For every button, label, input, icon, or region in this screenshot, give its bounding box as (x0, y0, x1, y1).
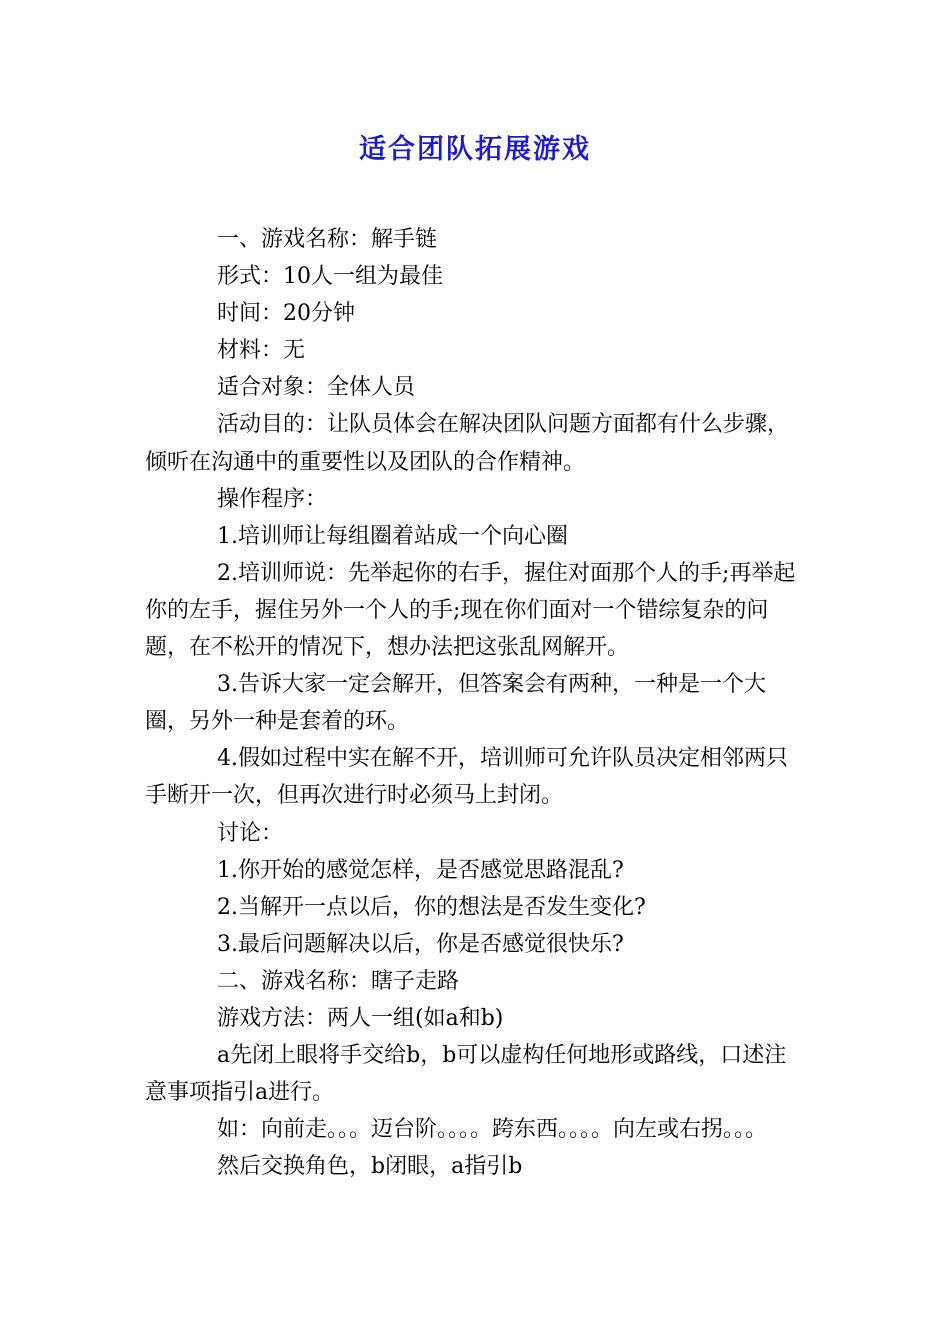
paragraph: 一、游戏名称：解手链 (217, 227, 438, 252)
paragraph: 二、游戏名称：瞎子走路 (217, 968, 460, 994)
paragraph: a先闭上眼将手交给b，b可以虚构任何地形或路线，口述注意事项指引a进行。 (145, 1043, 787, 1106)
paragraph: 游戏方法：两人一组(如a和b) (217, 1005, 504, 1031)
paragraph: 1.培训师让每组圈着站成一个向心圈 (217, 523, 568, 549)
paragraph: 1.你开始的感觉怎样，是否感觉思路混乱? (217, 857, 624, 883)
paragraph: 时间：20分钟 (217, 301, 355, 327)
paragraph: 2.培训师说：先举起你的右手，握住对面那个人的手;再举起你的左手，握住另外一个人的手;现在你们面对一个错综复杂的问题，在不松开的情况下，想办法把这张乱网解开。 (145, 560, 796, 661)
paragraph: 然后交换角色，b闭眼，a指引b (217, 1154, 523, 1180)
paragraph: 操作程序： (217, 486, 328, 512)
paragraph: 2.当解开一点以后，你的想法是否发生变化? (217, 894, 646, 920)
paragraph: 材料：无 (217, 338, 306, 364)
paragraph: 如：向前走。。。迈台阶。。。。跨东西。。。。向左或右拐。。。 (217, 1117, 768, 1143)
paragraph: 形式：10人一组为最佳 (217, 264, 443, 290)
paragraph: 3.最后问题解决以后，你是否感觉很快乐? (217, 931, 624, 957)
paragraph: 3.告诉大家一定会解开，但答案会有两种，一种是一个大圈，另外一种是套着的环。 (145, 672, 766, 735)
paragraph: 活动目的：让队员体会在解决团队问题方面都有什么步骤，倾听在沟通中的重要性以及团队的合作精神。 (145, 412, 790, 475)
paragraph: 4.假如过程中实在解不开，培训师可允许队员决定相邻两只手断开一次，但再次进行时必须马上封闭。 (145, 746, 788, 809)
document-title: 适合团队拓展游戏 (359, 134, 591, 165)
paragraph: 适合对象：全体人员 (217, 375, 416, 401)
document-body (145, 221, 805, 1185)
paragraph: 讨论： (217, 820, 284, 846)
